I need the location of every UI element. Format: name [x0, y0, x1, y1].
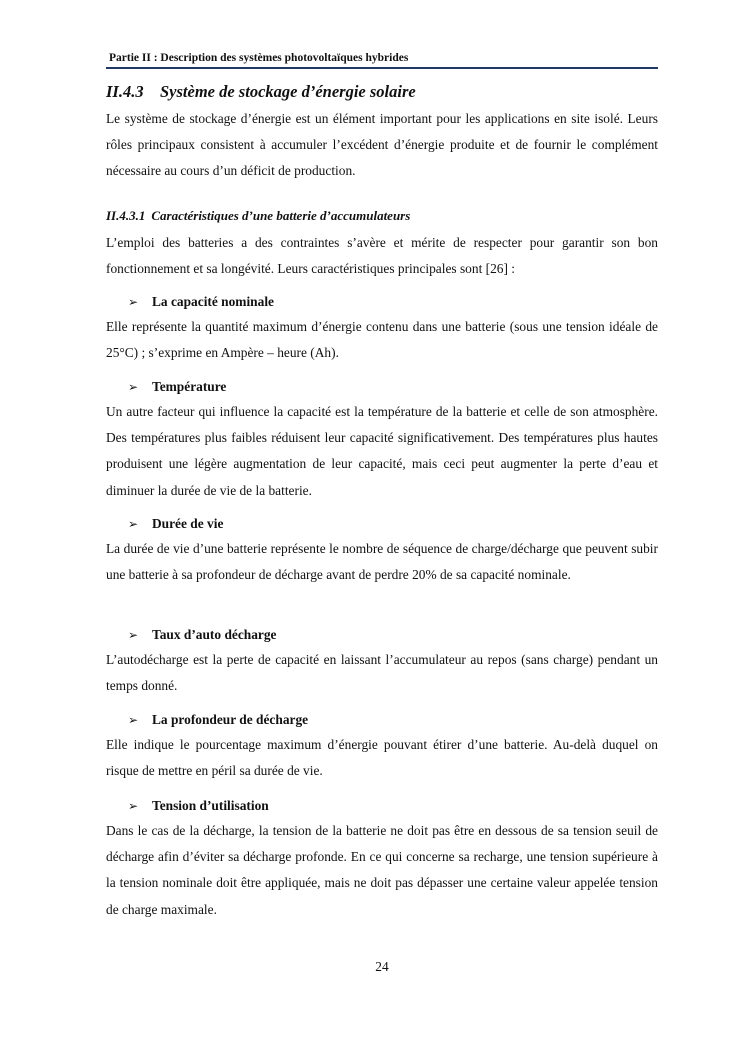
item-paragraph: L’autodécharge est la perte de capacité en laissant l’accumulateur au repos (sans charge) pendant un temps donné. [106, 652, 658, 694]
item-title: La profondeur de décharge [152, 712, 309, 727]
item-title: Température [152, 379, 227, 394]
header-rule [106, 67, 658, 69]
arrow-bullet-icon: ➢ [128, 628, 139, 642]
running-header: Partie II : Description des systèmes photovoltaïques hybrides [109, 52, 409, 64]
page-number: 24 [375, 959, 389, 974]
item-heading [128, 711, 308, 729]
item-heading [128, 515, 223, 533]
item-heading [128, 378, 226, 396]
arrow-bullet-icon: ➢ [128, 799, 139, 813]
item-paragraph: La durée de vie d’une batterie représente le nombre de séquence de charge/décharge que peuvent subir une batterie à sa profondeur de décharge avant de perdre 20% de sa capacité nominale. [106, 541, 658, 583]
item-title: Durée de vie [152, 516, 224, 531]
section-number: II.4.3 [106, 82, 144, 101]
subsection-intro-paragraph: L’emploi des batteries a des contraintes s’avère et mérite de respecter pour garantir son bon fonctionnement et sa longévité. Leurs caractéristiques principales sont [26] : [106, 235, 658, 277]
section-title: Système de stockage d’énergie solaire [160, 82, 416, 101]
arrow-bullet-icon: ➢ [128, 713, 139, 727]
item-heading [128, 626, 277, 644]
item-title: Taux d’auto décharge [152, 627, 277, 642]
arrow-bullet-icon: ➢ [128, 295, 139, 309]
item-paragraph: Dans le cas de la décharge, la tension de la batterie ne doit pas être en dessous de sa tension seuil de décharge afin d’éviter sa décharge profonde. En ce qui concerne sa recharge, une tension supérieure à la tension nominale doit être appliquée, mais ne doit pas dépasser une certaine valeur appelée tension de charge maximale. [106, 823, 658, 917]
item-heading [128, 293, 274, 311]
item-paragraph: Elle représente la quantité maximum d’énergie contenu dans une batterie (sous une tension idéale de 25°C) ; s’exprime en Ampère – heure (Ah). [106, 319, 658, 361]
subsection-title: Caractéristiques d’une batterie d’accumulateurs [151, 208, 411, 223]
item-paragraph: Elle indique le pourcentage maximum d’énergie pouvant étirer d’une batterie. Au-delà duquel on risque de mettre en péril sa durée de vie. [106, 737, 658, 779]
section-heading [106, 81, 416, 103]
item-heading [128, 797, 269, 815]
subsection-heading [106, 207, 410, 225]
subsection-number: II.4.3.1 [106, 208, 146, 223]
arrow-bullet-icon: ➢ [128, 380, 139, 394]
item-title: La capacité nominale [152, 294, 274, 309]
item-title: Tension d’utilisation [152, 798, 269, 813]
item-paragraph: Un autre facteur qui influence la capacité est la température de la batterie et celle de son atmosphère. Des températures plus faibles réduisent leur capacité significativement. Des températures plus hautes produisent une légère augmentation de leur capacité, mais ceci peut augmenter la perte d’eau et diminuer la durée de vie de la batterie. [106, 404, 658, 498]
section-intro-paragraph: Le système de stockage d’énergie est un élément important pour les applications en site isolé. Leurs rôles principaux consistent à accumuler l’excédent d’énergie produite et de fournir le complément nécessaire au cours d’un déficit de production. [106, 111, 658, 179]
arrow-bullet-icon: ➢ [128, 517, 139, 531]
